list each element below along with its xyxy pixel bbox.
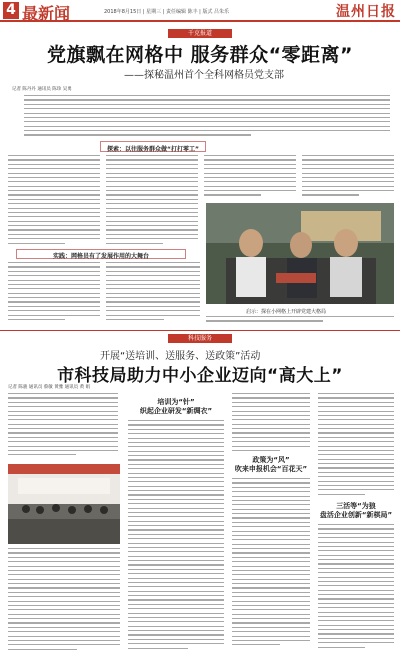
story1-headline: 党旗飘在网格中 服务群众“零距离” [46,44,354,66]
story2-banner: 科技服务 [168,334,232,343]
page-number: 4 [3,2,19,19]
story1-photo-caption: 启示：探在小网格上开辟党建大格局 [246,309,327,315]
issue-meta: 2018年8月15日 | 星期三 | 责任编辑 陈丰 | 版式 吕朱乐 [104,9,230,15]
story1-photo [206,203,394,304]
story2-col1-top [8,393,118,461]
story2-byline: 记者 陈骏 通讯员 蔡敏 黄雅 通讯员 黄 娟 [8,385,91,390]
story2-col3-top [232,393,310,453]
story1-lead-text [24,95,390,137]
sidebar3-title: 三活等“为狼 盘活企业创新“新棋局” [319,502,393,519]
story1-banner: 千克报道 [168,29,232,38]
story1-col2-bottom [106,262,200,322]
story2-photo [8,464,120,544]
sidebar1-title: 培训为“针” 织起企业研发“新绸衣” [139,398,213,415]
story2-kicker: 开展“送培训、送服务、送政策”活动 [100,351,261,362]
story2-col4-bottom [318,524,394,652]
masthead [0,0,400,22]
section-name: 最新闻 [22,4,71,23]
story1-col1-bottom [8,262,100,322]
story2-col1-bottom [8,548,120,652]
story2-headline: 市科技局助力中小企业迈向“高大上” [57,366,343,386]
story2-col4-top [318,393,394,497]
newspaper-logo: 温州日报 [336,4,396,20]
story1-col3-bottom [206,316,394,326]
section1-title: 探索：以往服务群众做“打打零工” [107,146,199,153]
story1-byline: 记者 陈丹丹 通讯员 陈珍 吴勇 [12,87,72,92]
sidebar2-title: 政策为“风” 吹来申报机会“百花天” [234,456,308,473]
story1-subheadline: ——探秘温州首个全科网格员党支部 [124,70,284,81]
story2-col2 [128,420,224,652]
story-divider [0,330,400,331]
story2-col3-bottom [232,478,310,652]
story1-col2 [106,155,198,247]
story1-col3-top [204,155,296,200]
story1-col1 [8,155,100,247]
section2-title: 实践：网格员有了发展作用的大舞台 [52,253,149,260]
story1-col4-top [302,155,394,200]
